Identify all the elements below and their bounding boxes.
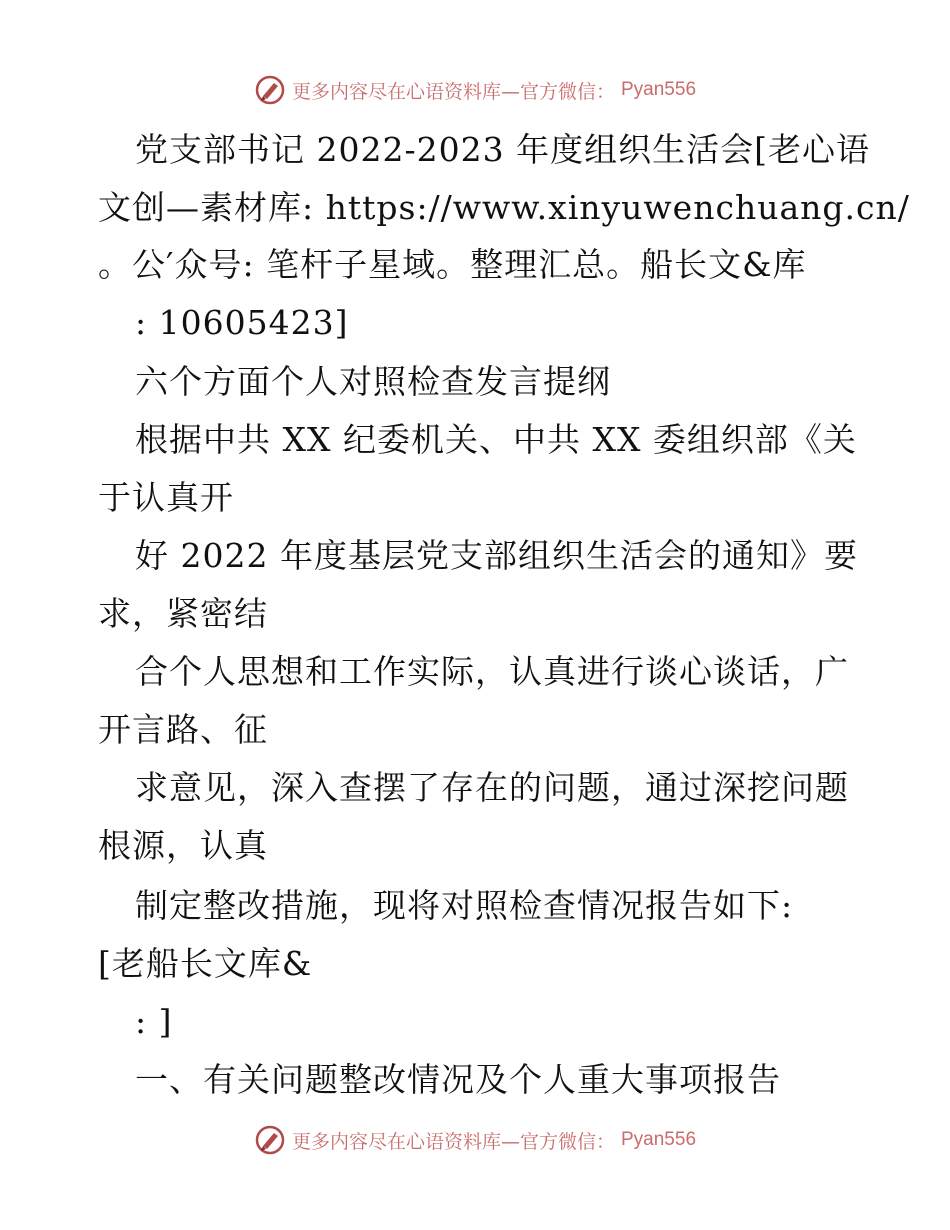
header-watermark: [0, 70, 950, 110]
watermark-contact: Pyan556: [621, 1129, 697, 1150]
watermark-text: 更多内容尽在心语资料库—官方微信：: [291, 80, 615, 103]
doc-line-title-4: : 10605423]: [135, 303, 349, 342]
doc-line-para1-11: : ]: [135, 1002, 173, 1041]
doc-line-para1-1: 根据中共 XX 纪委机关、中共 XX 委组织部《关: [135, 420, 857, 459]
doc-line-para1-4: 求，紧密结: [98, 594, 268, 633]
doc-line-para1-10: [老船长文库&: [98, 944, 313, 983]
doc-line-para1-7: 求意见，深入查摆了存在的问题，通过深挖问题: [135, 768, 849, 807]
footer-watermark: [0, 1120, 950, 1160]
doc-line-para1-8: 根源，认真: [98, 826, 268, 865]
pen-logo-icon: [254, 1124, 286, 1156]
doc-line-para1-3: 好 2022 年度基层党支部组织生活会的通知》要: [135, 536, 858, 575]
doc-line-para1-9: 制定整改措施，现将对照检查情况报告如下:: [135, 886, 794, 925]
pen-logo-icon: [254, 74, 286, 106]
watermark-contact: Pyan556: [621, 79, 697, 100]
doc-line-title-1: 党支部书记 2022-2023 年度组织生活会[老心语: [135, 130, 870, 169]
doc-line-subtitle: 六个方面个人对照检查发言提纲: [135, 362, 611, 401]
watermark-text: 更多内容尽在心语资料库—官方微信：: [291, 1130, 615, 1153]
doc-line-title-3: 。公′众号: 笔杆子星域。整理汇总。船长文&库: [98, 245, 807, 284]
doc-line-title-2: 文创—素材库: https://www.xinyuwenchuang.cn/: [98, 188, 910, 227]
doc-line-para1-5: 合个人思想和工作实际，认真进行谈心谈话，广: [135, 652, 849, 691]
doc-line-section-heading: 一、有关问题整改情况及个人重大事项报告: [135, 1060, 781, 1099]
doc-line-para1-6: 开言路、征: [98, 710, 268, 749]
doc-line-para1-2: 于认真开: [98, 478, 234, 517]
